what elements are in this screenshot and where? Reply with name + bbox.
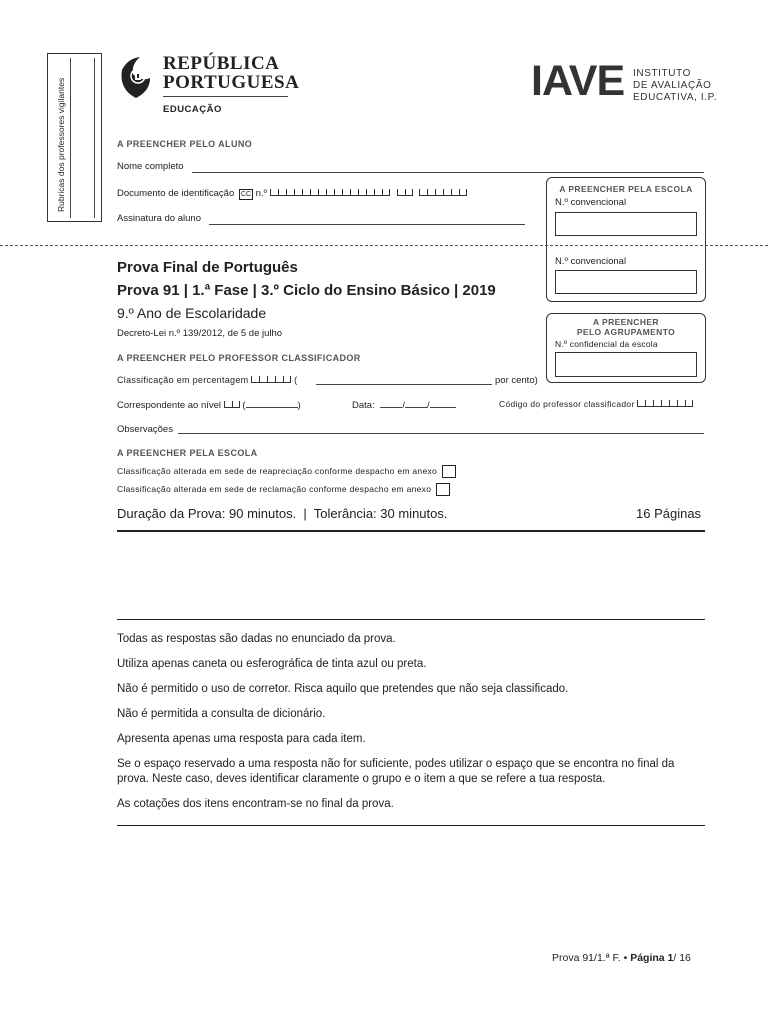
instruction-2: Utiliza apenas caneta ou esferográfica de tinta azul ou preta. <box>117 658 427 670</box>
duration-text: Duração da Prova: 90 minutos. | Tolerância: 30 minutos. <box>117 506 448 521</box>
id-document-label: Documento de identificação <box>117 188 235 199</box>
instruction-4: Não é permitida a consulta de dicionário. <box>117 708 326 720</box>
check2-label: Classificação alterada em sede de reclamação conforme despacho em anexo <box>117 483 432 494</box>
level-digit-field[interactable] <box>224 400 240 407</box>
brand-line-2: PORTUGUESA <box>163 72 300 93</box>
code-label: Código do professor classificador <box>499 399 635 409</box>
id-check-digit-field[interactable] <box>397 188 413 195</box>
percent-words-field[interactable] <box>316 384 492 385</box>
check2-row <box>117 483 450 496</box>
check1-label: Classificação alterada em sede de reapreciação conforme despacho em anexo <box>117 465 438 476</box>
brand-sub: EDUCAÇÃO <box>163 104 222 115</box>
id-suffix-field[interactable] <box>419 188 467 195</box>
coat-of-arms-icon <box>116 54 156 100</box>
invigilator-signature-line-2[interactable] <box>94 58 95 218</box>
footer-prefix: Prova 91/1.ª F. • <box>552 952 628 964</box>
iave-logo: IAVE <box>531 57 625 105</box>
instruction-5: Apresenta apenas uma resposta para cada item. <box>117 733 366 745</box>
iave-line-1: INSTITUTO <box>633 68 691 79</box>
instruction-6: Se o espaço reservado a uma resposta não for suficiente, podes utilizar o espaço que se encontra no final da prova. Neste caso, deves identificar claramente o grupo e o item a que se refere a tua resposta. <box>117 758 675 785</box>
brand-line-1: REPÚBLICA <box>163 53 280 74</box>
invigilator-label: Rubricas dos professores vigilantes <box>56 77 66 212</box>
level-row: Correspondente ao nível ( ) <box>117 400 301 411</box>
school-section-label: A PREENCHER PELA ESCOLA <box>117 448 258 458</box>
conventional-number-field-2[interactable] <box>555 270 697 294</box>
page-count: 16 Páginas <box>636 506 702 521</box>
classifier-section-label: A PREENCHER PELO PROFESSOR CLASSIFICADOR <box>117 353 361 363</box>
group-box-title-2: PELO AGRUPAMENTO <box>576 327 676 337</box>
invigilator-signature-line-1[interactable] <box>70 58 71 218</box>
cut-line <box>0 245 768 246</box>
id-number-label: n.º <box>255 188 268 199</box>
student-section-label: A PREENCHER PELO ALUNO <box>117 139 253 149</box>
reappraisal-checkbox[interactable] <box>442 465 456 478</box>
observations-field[interactable] <box>178 433 704 434</box>
name-label: Nome completo <box>117 161 184 172</box>
exam-decree: Decreto-Lei n.º 139/2012, de 5 de julho <box>117 328 283 339</box>
group-box-title-1: A PREENCHER <box>593 317 659 327</box>
date-day-field[interactable] <box>380 399 402 408</box>
instruction-7: As cotações dos itens encontram-se no final da prova. <box>117 798 394 810</box>
code-row <box>499 399 693 409</box>
footer-page: Página 1 <box>630 952 674 964</box>
percent-suffix: por cento) <box>495 375 538 386</box>
code-field[interactable] <box>637 399 693 406</box>
iave-text <box>633 68 717 104</box>
name-field[interactable] <box>192 172 704 173</box>
school-box-field1-label: N.º convencional <box>555 197 627 208</box>
percent-open-paren: ( <box>294 375 298 385</box>
percent-digits-field[interactable] <box>251 375 291 382</box>
percent-label: Classificação em percentagem <box>117 375 249 385</box>
instruction-1: Todas as respostas são dadas no enunciado da prova. <box>117 633 396 645</box>
school-box-field2-label: N.º convencional <box>555 256 627 267</box>
iave-line-3: EDUCATIVA, I.P. <box>633 92 718 103</box>
date-row: Data: / / <box>352 399 456 411</box>
check1-row <box>117 465 456 478</box>
id-number-field[interactable] <box>270 188 390 195</box>
instructions <box>117 632 707 812</box>
level-words-field[interactable] <box>246 399 298 408</box>
group-box <box>546 313 706 383</box>
date-label: Data: <box>352 400 375 411</box>
instruction-3: Não é permitido o uso de corretor. Risca aquilo que pretendes que não seja classificado. <box>117 683 569 695</box>
duration-rule <box>117 530 705 532</box>
instructions-bottom-rule <box>117 825 705 826</box>
observations-label: Observações <box>117 424 173 435</box>
date-year-field[interactable] <box>430 399 456 408</box>
level-label: Correspondente ao nível <box>117 400 222 411</box>
signature-field[interactable] <box>209 224 525 225</box>
conventional-number-field-1[interactable] <box>555 212 697 236</box>
id-document-row <box>117 188 467 200</box>
school-box <box>546 177 706 302</box>
exam-subtitle: Prova 91 | 1.ª Fase | 3.º Ciclo do Ensino Básico | 2019 <box>117 282 496 299</box>
confidential-number-field[interactable] <box>555 352 697 377</box>
instructions-top-rule <box>117 619 705 620</box>
group-box-field-label: N.º confidencial da escola <box>555 339 658 349</box>
brand-divider <box>163 96 288 97</box>
date-month-field[interactable] <box>405 399 427 408</box>
cc-checkbox[interactable]: CC <box>240 191 252 198</box>
signature-label: Assinatura do aluno <box>117 213 201 224</box>
percent-row <box>117 375 297 385</box>
complaint-checkbox[interactable] <box>436 483 450 496</box>
iave-line-2: DE AVALIAÇÃO <box>633 80 712 91</box>
exam-grade: 9.º Ano de Escolaridade <box>117 305 267 321</box>
exam-title: Prova Final de Português <box>117 259 298 276</box>
footer-suffix: / 16 <box>673 952 691 964</box>
page-footer <box>552 952 691 964</box>
school-box-title: A PREENCHER PELA ESCOLA <box>559 184 693 194</box>
